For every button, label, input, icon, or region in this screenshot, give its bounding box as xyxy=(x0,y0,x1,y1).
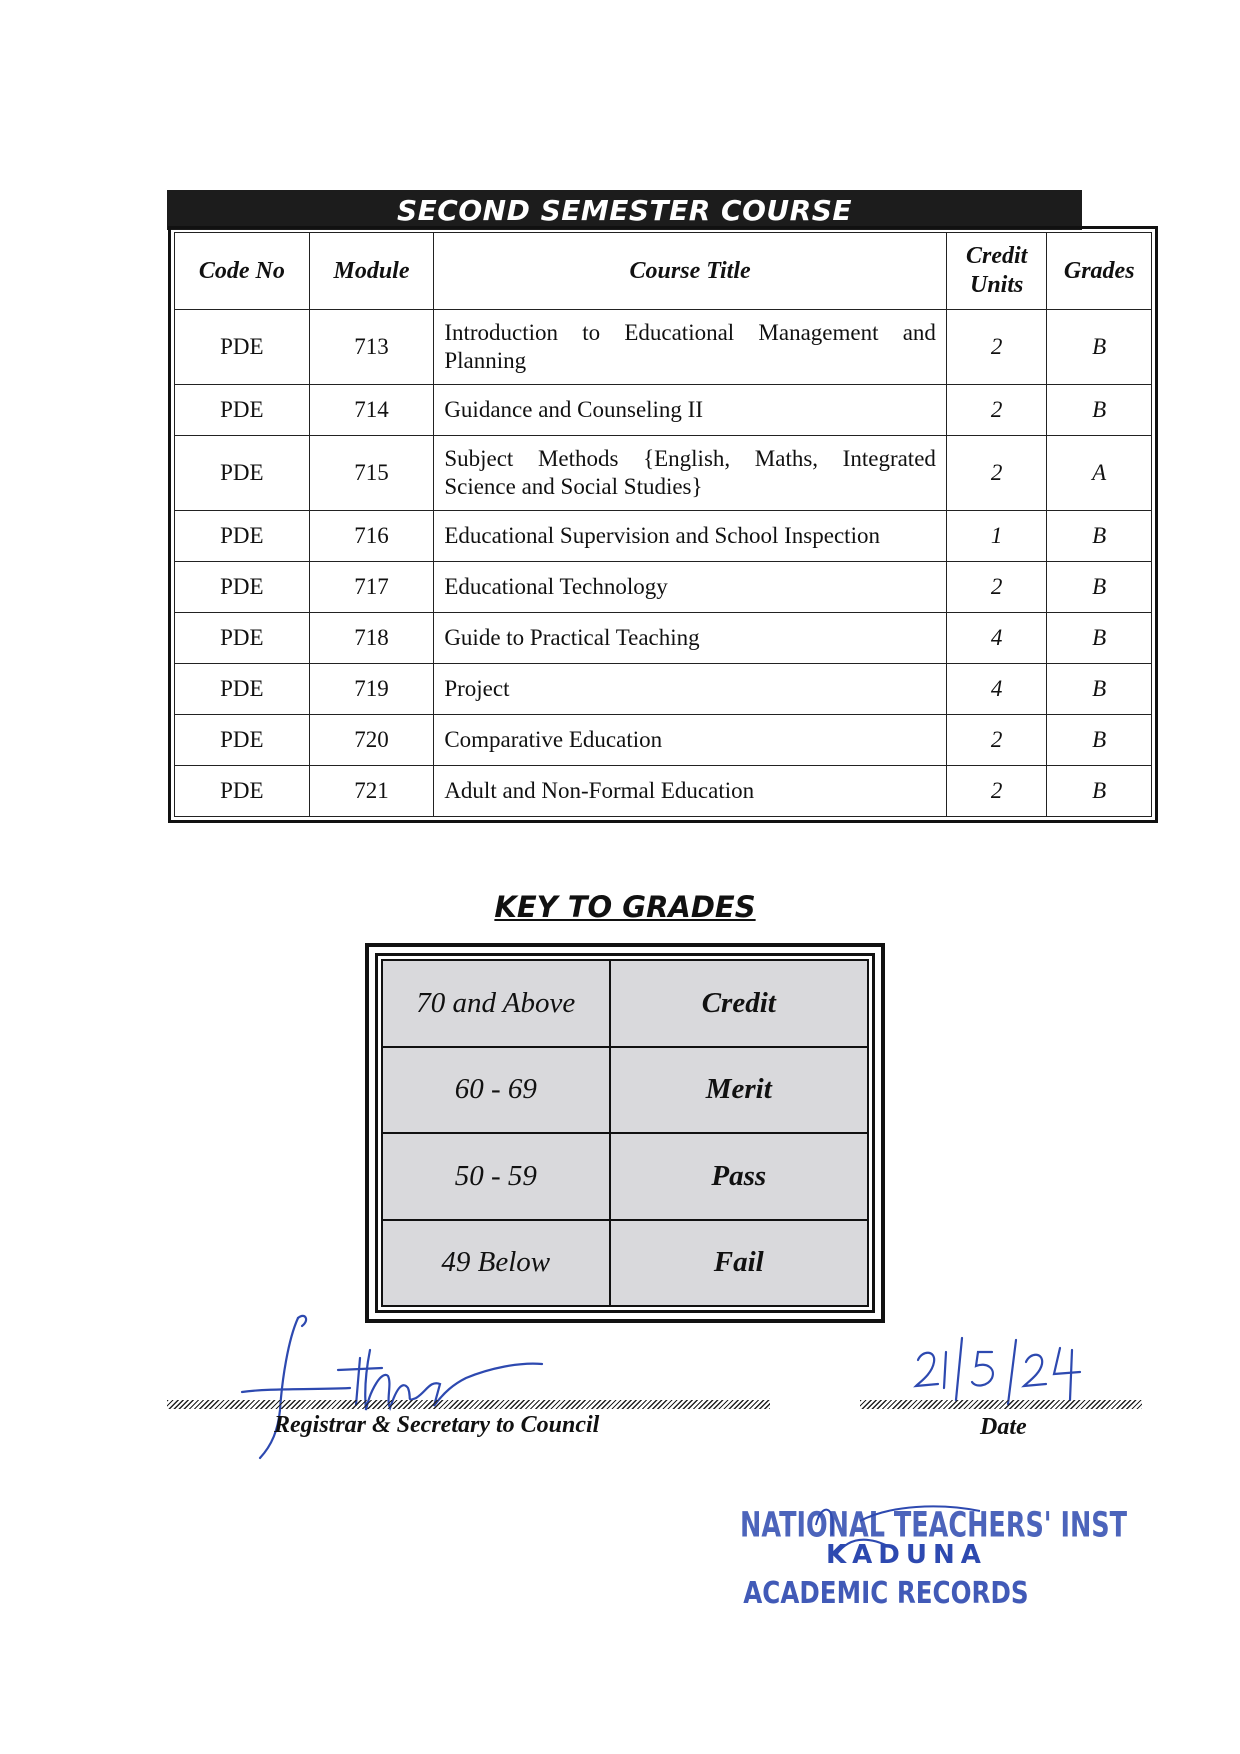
key-label-cell: Fail xyxy=(610,1220,868,1307)
course-table-header xyxy=(175,233,1152,310)
key-row xyxy=(382,1133,868,1220)
code-cell: PDE xyxy=(175,310,310,385)
academic-records-stamp xyxy=(740,1495,1128,1615)
key-label-cell: Merit xyxy=(610,1047,868,1134)
table-row xyxy=(175,715,1152,766)
course-title-cell: Educational Technology xyxy=(434,562,947,613)
course-table-frame xyxy=(168,226,1158,823)
credit-cell: 2 xyxy=(946,310,1047,385)
module-cell: 720 xyxy=(309,715,434,766)
key-to-grades-table xyxy=(381,959,869,1307)
credit-cell: 2 xyxy=(946,766,1047,817)
code-cell: PDE xyxy=(175,562,310,613)
table-row xyxy=(175,613,1152,664)
credit-cell: 2 xyxy=(946,436,1047,511)
course-title-cell: Guide to Practical Teaching xyxy=(434,613,947,664)
svg-text:ACADEMIC RECORDS: ACADEMIC RECORDS xyxy=(743,1576,1029,1611)
grade-cell: B xyxy=(1047,613,1152,664)
credit-cell: 2 xyxy=(946,385,1047,436)
credit-cell: 2 xyxy=(946,715,1047,766)
module-cell: 714 xyxy=(309,385,434,436)
grade-cell: B xyxy=(1047,385,1152,436)
grade-cell: A xyxy=(1047,436,1152,511)
key-range-cell: 49 Below xyxy=(382,1220,610,1307)
registrar-signature-line xyxy=(167,1400,770,1409)
code-cell: PDE xyxy=(175,511,310,562)
credit-cell: 1 xyxy=(946,511,1047,562)
module-cell: 717 xyxy=(309,562,434,613)
code-cell: PDE xyxy=(175,385,310,436)
course-title-cell: Educational Supervision and School Inspection xyxy=(434,511,947,562)
grade-cell: B xyxy=(1047,664,1152,715)
course-title-cell: Project xyxy=(434,664,947,715)
credit-cell: 4 xyxy=(946,613,1047,664)
key-range-cell: 50 - 59 xyxy=(382,1133,610,1220)
code-cell: PDE xyxy=(175,715,310,766)
credit-cell: 2 xyxy=(946,562,1047,613)
key-row xyxy=(382,1220,868,1307)
header-credit-units: Credit Units xyxy=(946,233,1047,310)
key-label-cell: Pass xyxy=(610,1133,868,1220)
semester-banner: SECOND SEMESTER COURSE xyxy=(167,190,1082,230)
header-code: Code No xyxy=(175,233,310,310)
module-cell: 715 xyxy=(309,436,434,511)
table-row xyxy=(175,385,1152,436)
header-grades: Grades xyxy=(1047,233,1152,310)
table-row xyxy=(175,310,1152,385)
registrar-caption: Registrar & Secretary to Council xyxy=(274,1412,600,1438)
grade-cell: B xyxy=(1047,562,1152,613)
key-range-cell: 60 - 69 xyxy=(382,1047,610,1134)
key-row xyxy=(382,960,868,1047)
table-row xyxy=(175,511,1152,562)
module-cell: 718 xyxy=(309,613,434,664)
credit-cell: 4 xyxy=(946,664,1047,715)
code-cell: PDE xyxy=(175,664,310,715)
module-cell: 713 xyxy=(309,310,434,385)
grade-cell: B xyxy=(1047,511,1152,562)
code-cell: PDE xyxy=(175,613,310,664)
table-row xyxy=(175,562,1152,613)
module-cell: 719 xyxy=(309,664,434,715)
grade-cell: B xyxy=(1047,766,1152,817)
key-range-cell: 70 and Above xyxy=(382,960,610,1047)
header-course-title: Course Title xyxy=(434,233,947,310)
grade-cell: B xyxy=(1047,310,1152,385)
table-row xyxy=(175,436,1152,511)
key-label-cell: Credit xyxy=(610,960,868,1047)
course-title-cell: Subject Methods {English, Maths, Integrated Science and Social Studies} xyxy=(434,436,947,511)
key-to-grades-frame xyxy=(365,943,885,1323)
course-title-cell: Comparative Education xyxy=(434,715,947,766)
date-handwriting xyxy=(910,1330,1090,1410)
date-signature-line xyxy=(860,1400,1142,1409)
table-row xyxy=(175,664,1152,715)
course-title-cell: Adult and Non-Formal Education xyxy=(434,766,947,817)
grade-cell: B xyxy=(1047,715,1152,766)
module-cell: 721 xyxy=(309,766,434,817)
header-module: Module xyxy=(309,233,434,310)
svg-text:NATIONAL TEACHERS' INST: NATIONAL TEACHERS' INST xyxy=(740,1505,1128,1546)
course-title-cell: Introduction to Educational Management and Planning xyxy=(434,310,947,385)
key-to-grades-heading: KEY TO GRADES xyxy=(494,890,756,924)
key-row xyxy=(382,1047,868,1134)
table-row xyxy=(175,766,1152,817)
svg-text:KADUNA: KADUNA xyxy=(826,1540,987,1570)
code-cell: PDE xyxy=(175,436,310,511)
course-table xyxy=(174,232,1152,817)
code-cell: PDE xyxy=(175,766,310,817)
date-caption: Date xyxy=(980,1414,1027,1440)
module-cell: 716 xyxy=(309,511,434,562)
course-title-cell: Guidance and Counseling II xyxy=(434,385,947,436)
